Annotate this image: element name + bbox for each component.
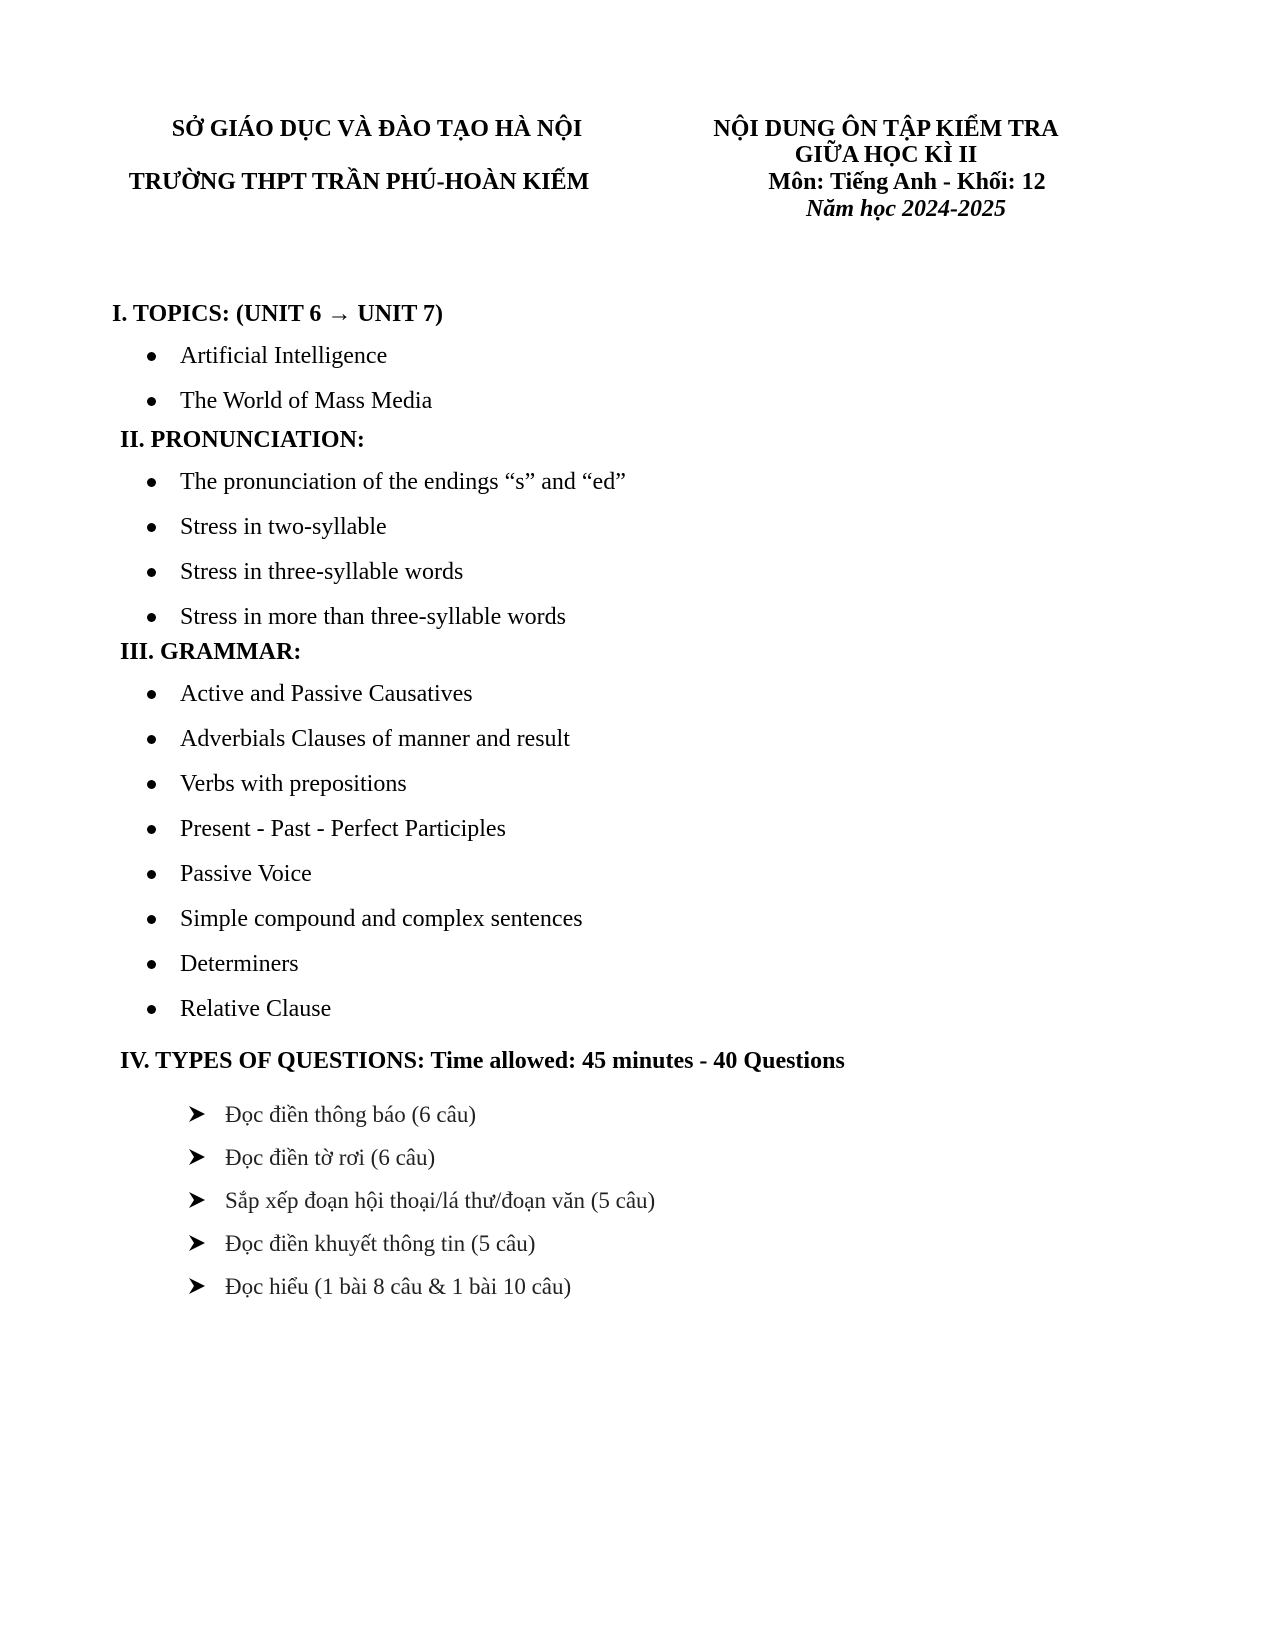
list-item — [0, 1230, 1275, 1273]
grammar-text: Determiners — [180, 951, 299, 977]
bullet-dot-icon — [147, 1005, 156, 1014]
list-item — [0, 1101, 1275, 1144]
bullet-dot-icon — [147, 397, 156, 406]
question-type-text: Đọc hiểu (1 bài 8 câu & 1 bài 10 câu) — [225, 1274, 572, 1299]
arrowhead-bullet-icon — [188, 1234, 206, 1252]
grammar-text: Relative Clause — [180, 996, 332, 1022]
document-subtitle: GIỮA HỌC KÌ II — [794, 142, 978, 168]
list-item — [0, 558, 1275, 603]
grammar-text: Verbs with prepositions — [180, 771, 407, 797]
list-item — [0, 1187, 1275, 1230]
list-item — [0, 513, 1275, 558]
bullet-dot-icon — [147, 915, 156, 924]
pronunciation-list — [0, 468, 1275, 648]
bullet-dot-icon — [147, 780, 156, 789]
arrowhead-bullet-icon — [188, 1148, 206, 1166]
bullet-dot-icon — [147, 870, 156, 879]
bullet-dot-icon — [147, 523, 156, 532]
bullet-dot-icon — [147, 960, 156, 969]
question-type-text: Đọc điền khuyết thông tin (5 câu) — [225, 1231, 536, 1256]
question-type-text: Sắp xếp đoạn hội thoại/lá thư/đoạn văn (5 câu) — [225, 1188, 656, 1213]
list-item — [0, 680, 1275, 725]
section-pronunciation-title: II. PRONUNCIATION: — [120, 427, 365, 453]
pronunciation-text: Stress in more than three-syllable words — [180, 604, 566, 630]
pronunciation-text: The pronunciation of the endings “s” and “ed” — [180, 469, 626, 495]
grammar-text: Passive Voice — [180, 861, 312, 887]
topics-list — [0, 342, 1275, 432]
section-question-types-title: IV. TYPES OF QUESTIONS: Time allowed: 45 minutes - 40 Questions — [120, 1048, 845, 1074]
bullet-dot-icon — [147, 352, 156, 361]
question-type-text: Đọc điền thông báo (6 câu) — [225, 1102, 477, 1127]
grammar-text: Simple compound and complex sentences — [180, 906, 583, 932]
list-item — [0, 950, 1275, 995]
topic-text: Artificial Intelligence — [180, 343, 388, 369]
list-item — [0, 815, 1275, 860]
section-grammar-title: III. GRAMMAR: — [120, 639, 302, 665]
subject-grade: Môn: Tiếng Anh - Khối: 12 — [768, 169, 1046, 195]
list-item — [0, 1273, 1275, 1316]
list-item — [0, 1144, 1275, 1187]
school-name: TRƯỜNG THPT TRẦN PHÚ-HOÀN KIẾM — [128, 169, 590, 195]
bullet-dot-icon — [147, 690, 156, 699]
pronunciation-text: Stress in three-syllable words — [180, 559, 464, 585]
arrowhead-bullet-icon — [188, 1277, 206, 1295]
arrowhead-bullet-icon — [188, 1191, 206, 1209]
grammar-list — [0, 680, 1275, 1040]
question-type-text: Đọc điền tờ rơi (6 câu) — [225, 1145, 436, 1170]
school-year: Năm học 2024-2025 — [806, 196, 1006, 222]
list-item — [0, 995, 1275, 1040]
topic-text: The World of Mass Media — [180, 388, 433, 414]
section-topics-title: I. TOPICS: (UNIT 6 → UNIT 7) — [112, 301, 443, 327]
list-item — [0, 468, 1275, 513]
document-title: NỘI DUNG ÔN TẬP KIỂM TRA — [713, 116, 1059, 142]
list-item — [0, 770, 1275, 815]
list-item — [0, 860, 1275, 905]
bullet-dot-icon — [147, 613, 156, 622]
list-item — [0, 342, 1275, 387]
department-name: SỞ GIÁO DỤC VÀ ĐÀO TẠO HÀ NỘI — [171, 116, 583, 142]
bullet-dot-icon — [147, 825, 156, 834]
question-types-list — [0, 1101, 1275, 1316]
bullet-dot-icon — [147, 478, 156, 487]
arrowhead-bullet-icon — [188, 1105, 206, 1123]
bullet-dot-icon — [147, 568, 156, 577]
list-item — [0, 905, 1275, 950]
grammar-text: Adverbials Clauses of manner and result — [180, 726, 570, 752]
pronunciation-text: Stress in two-syllable — [180, 514, 387, 540]
list-item — [0, 725, 1275, 770]
bullet-dot-icon — [147, 735, 156, 744]
grammar-text: Present - Past - Perfect Participles — [180, 816, 506, 842]
grammar-text: Active and Passive Causatives — [180, 681, 473, 707]
